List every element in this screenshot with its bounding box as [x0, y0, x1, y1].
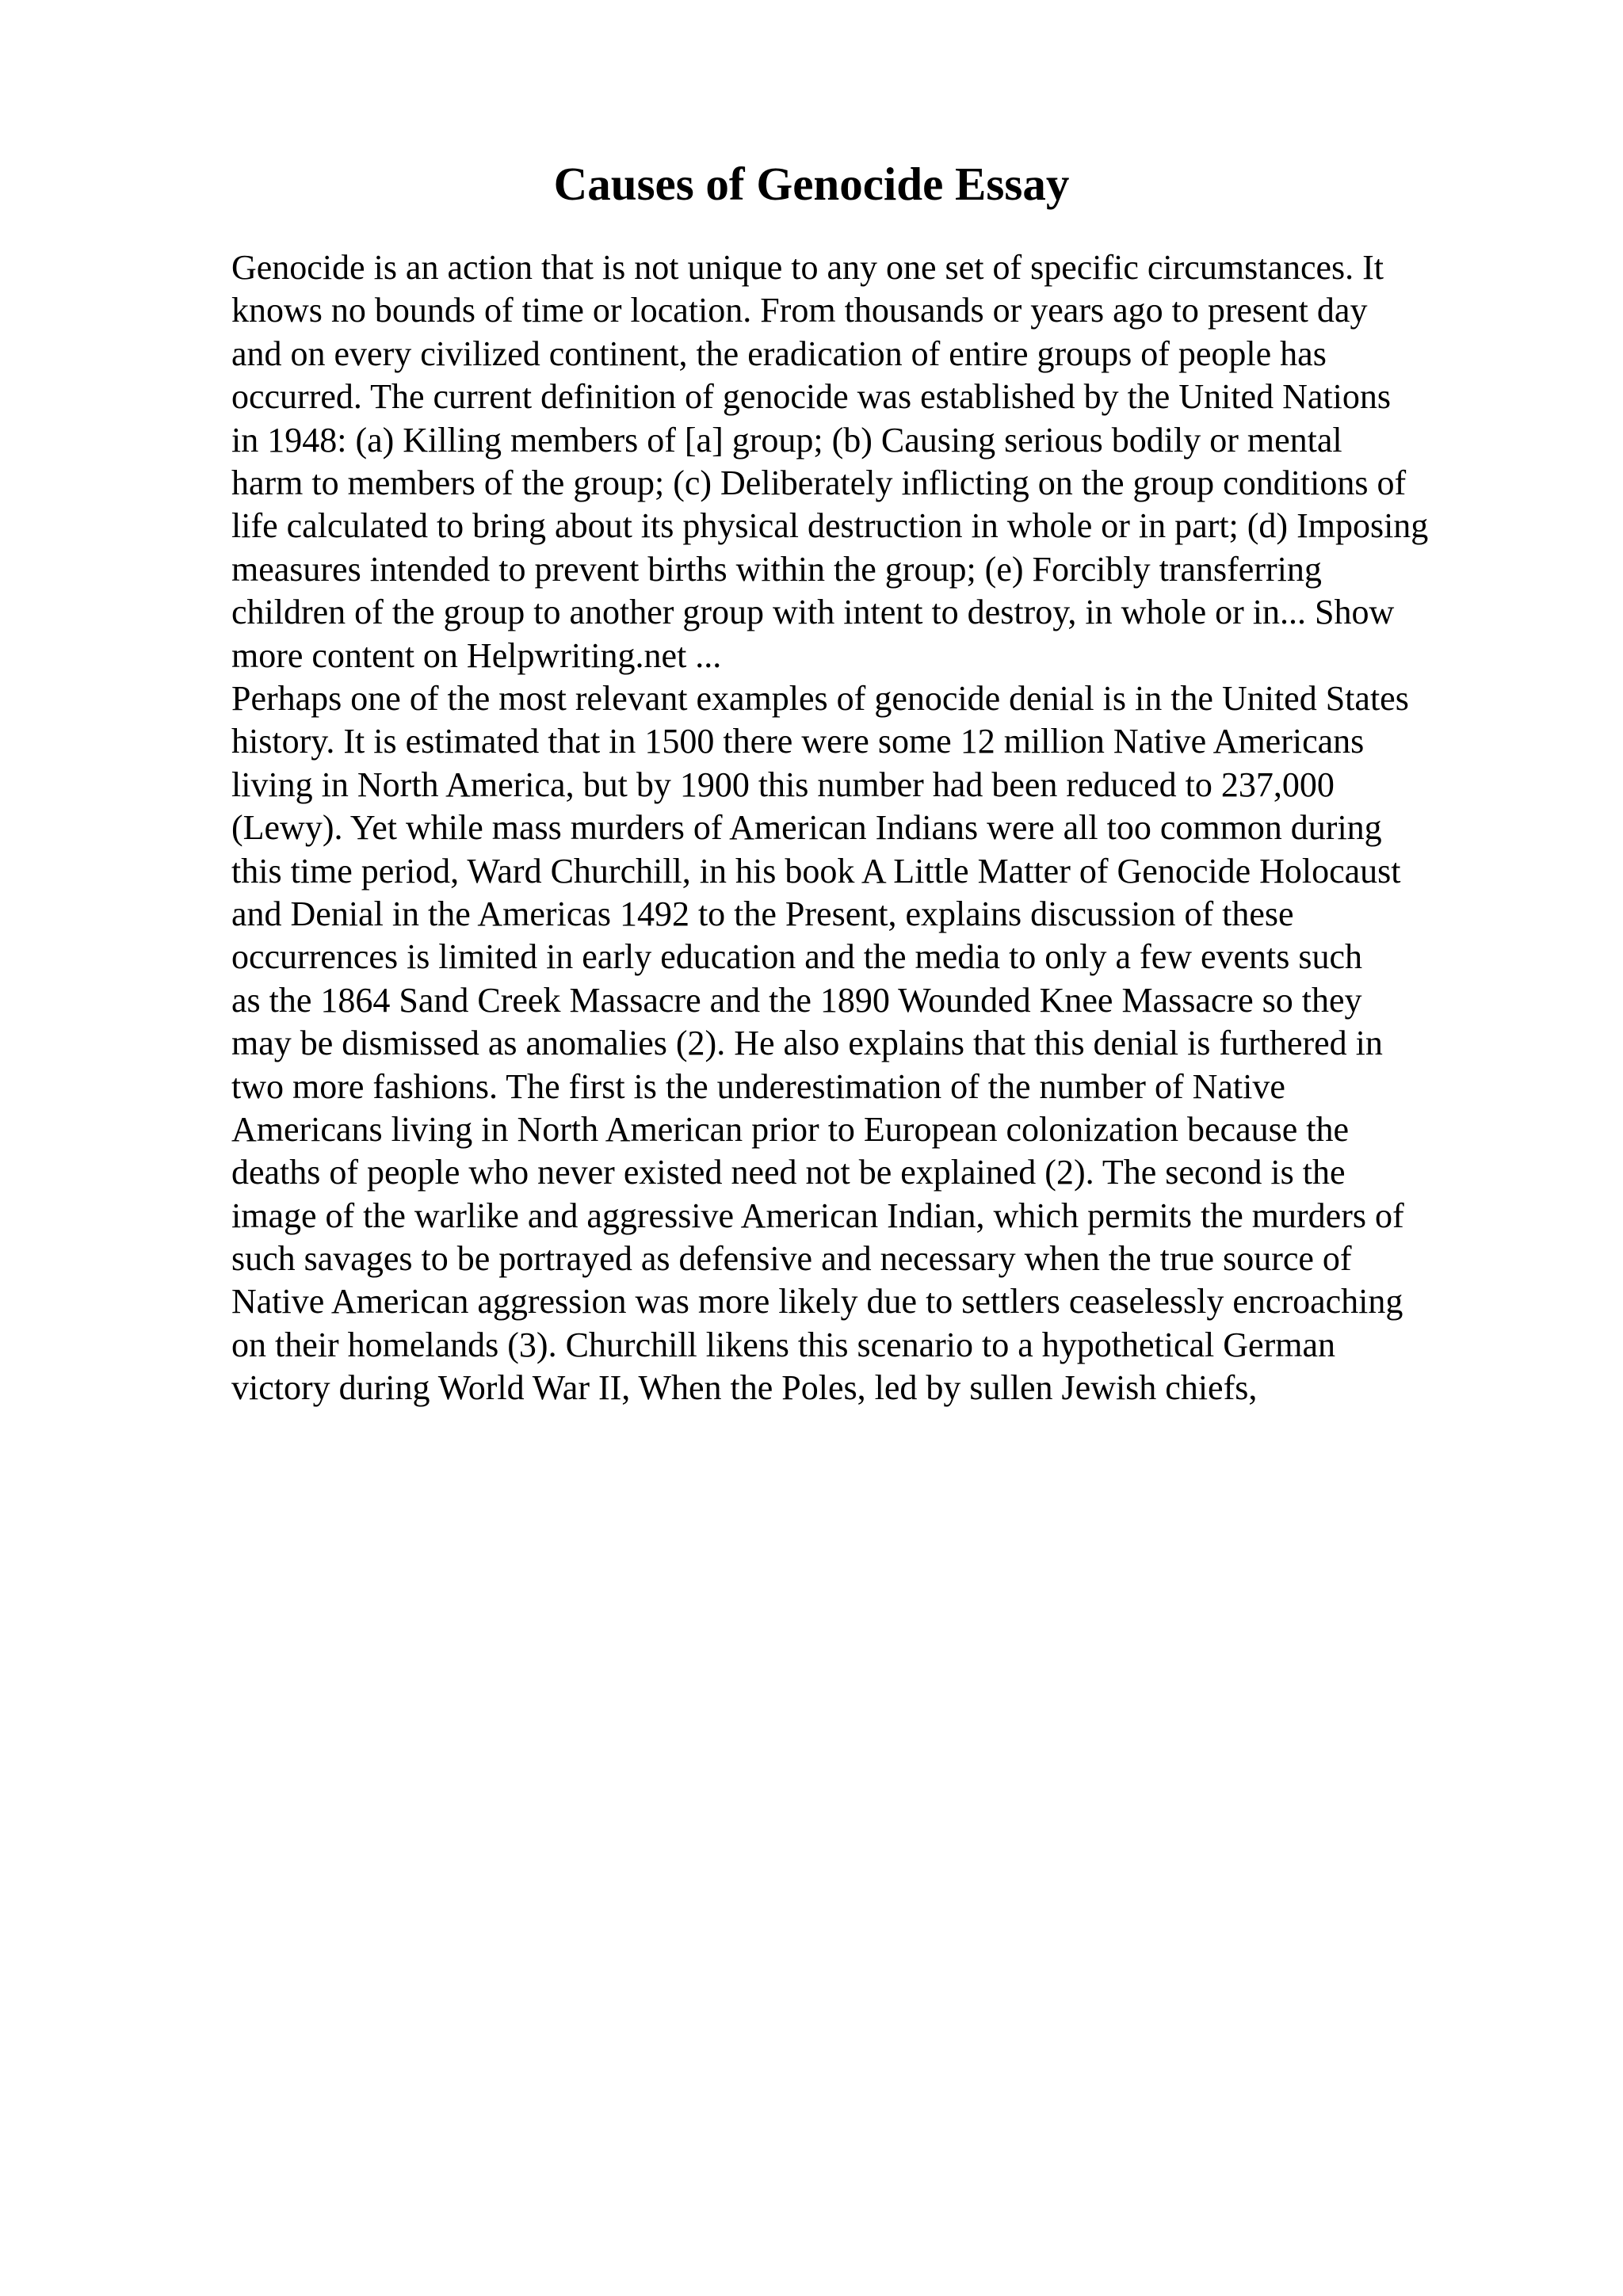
text-line: image of the warlike and aggressive American Indian, which permits the murders of: [231, 1196, 1404, 1235]
text-line: Genocide is an action that is not unique to any one set of specific circumstances. It: [231, 248, 1384, 287]
text-line: Perhaps one of the most relevant examples of genocide denial is in the United States: [231, 679, 1409, 718]
text-line: as the 1864 Sand Creek Massacre and the 1890 Wounded Knee Massacre so they: [231, 980, 1362, 1020]
text-line: living in North America, but by 1900 this number had been reduced to 237,000: [231, 765, 1335, 804]
text-line: occurred. The current definition of genocide was established by the United Nations: [231, 377, 1391, 417]
text-line: knows no bounds of time or location. From thousands or years ago to present day: [231, 291, 1368, 330]
text-line: more content on Helpwriting.net ...: [231, 635, 722, 675]
text-line: (Lewy). Yet while mass murders of American Indians were all too common during: [231, 808, 1382, 848]
text-line: and Denial in the Americas 1492 to the Present, explains discussion of these: [231, 894, 1294, 933]
paragraph-intro: [231, 246, 1515, 677]
text-line: Native American aggression was more likely due to settlers ceaselessly encroaching: [231, 1282, 1403, 1322]
text-line: on their homelands (3). Churchill likens this scenario to a hypothetical German: [231, 1325, 1335, 1364]
text-line: life calculated to bring about its physical destruction in whole or in part; (d) Imposing: [231, 506, 1429, 546]
text-line: such savages to be portrayed as defensive and necessary when the true source of: [231, 1239, 1352, 1279]
page-title: Causes of Genocide Essay: [553, 158, 1070, 210]
text-line: history. It is estimated that in 1500 there were some 12 million Native Americans: [231, 722, 1365, 761]
text-line: and on every civilized continent, the eradication of entire groups of people has: [231, 334, 1327, 373]
text-line: victory during World War II, When the Poles, led by sullen Jewish chiefs,: [231, 1368, 1258, 1408]
paragraph-denial: [231, 677, 1515, 1410]
text-line: may be dismissed as anomalies (2). He also explains that this denial is furthered in: [231, 1024, 1383, 1063]
text-line: children of the group to another group with intent to destroy, in whole or in... Show: [231, 593, 1395, 632]
text-line: harm to members of the group; (c) Deliberately inflicting on the group conditions of: [231, 463, 1407, 502]
text-line: deaths of people who never existed need not be explained (2). The second is the: [231, 1153, 1346, 1192]
text-line: occurrences is limited in early education and the media to only a few events such: [231, 937, 1363, 977]
text-line: two more fashions. The first is the underestimation of the number of Native: [231, 1066, 1285, 1106]
text-line: in 1948: (a) Killing members of [a] group; (b) Causing serious bodily or mental: [231, 420, 1342, 460]
text-line: this time period, Ward Churchill, in his book A Little Matter of Genocide Holocaust: [231, 851, 1401, 891]
text-line: Americans living in North American prior to European colonization because the: [231, 1109, 1349, 1149]
text-line: measures intended to prevent births within the group; (e) Forcibly transferring: [231, 549, 1322, 589]
